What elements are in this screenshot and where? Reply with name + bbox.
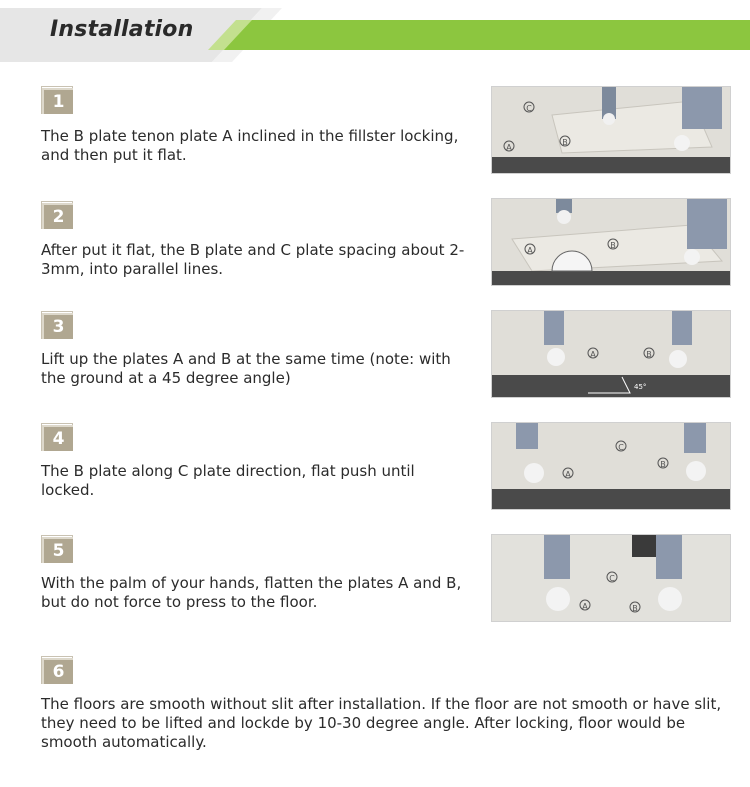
step-photo [491,198,731,286]
step-photo [491,310,731,398]
step-description: The B plate along C plate direction, flat push until locked. [41,462,415,499]
step-description: The B plate tenon plate A inclined in the fillster locking, and then put it flat. [41,127,459,164]
step-number-badge: 1 [41,86,73,114]
step-photo [491,534,731,622]
step-photo [491,422,731,510]
step-number-badge: 5 [41,535,73,563]
step-number-badge: 3 [41,311,73,339]
svg-text:A: A [506,143,512,152]
step-number-badge: 2 [41,201,73,229]
svg-text:C: C [526,104,532,113]
header-banner [0,0,750,62]
svg-text:B: B [646,350,652,359]
svg-text:B: B [610,241,616,250]
svg-text:A: A [565,470,571,479]
svg-text:C: C [618,443,624,452]
svg-text:C: C [609,574,615,583]
step-description: Lift up the plates A and B at the same time (note: with the ground at a 45 degree angle) [41,350,451,387]
svg-text:B: B [632,604,638,613]
step-number-badge: 6 [41,656,73,684]
step-number-badge: 4 [41,423,73,451]
step-description: After put it flat, the B plate and C plate spacing about 2-3mm, into parallel lines. [41,241,465,278]
step-photo [491,86,731,174]
svg-text:B: B [562,138,568,147]
svg-text:B: B [660,460,666,469]
step-description: With the palm of your hands, flatten the plates A and B, but do not force to press to the floor. [41,574,462,611]
svg-text:A: A [590,350,596,359]
step-description: The floors are smooth without slit after installation. If the floor are not smooth or have slit, they need to be lifted and lockde by 10-30 degree angle. After locking, floor would be smooth automatically. [41,695,722,751]
page-title: Installation [50,17,194,42]
svg-text:45°: 45° [634,383,647,391]
svg-text:A: A [582,602,588,611]
svg-text:A: A [527,246,533,255]
